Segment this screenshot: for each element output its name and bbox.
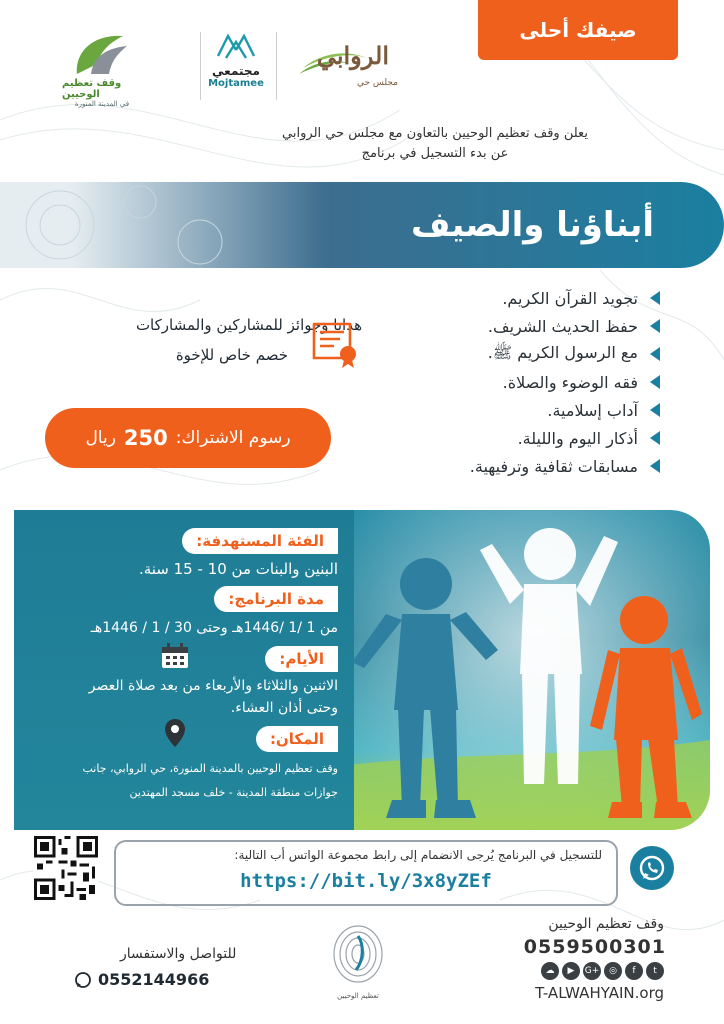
- logo-mojtamee: [204, 26, 268, 89]
- org-phone[interactable]: 0559500301: [523, 936, 666, 958]
- triangle-bullet-icon: [650, 291, 660, 305]
- list-item: [300, 452, 660, 480]
- instagram-icon[interactable]: ◎: [604, 962, 622, 980]
- location-pin-icon: [164, 718, 186, 748]
- intro-line-2: عن بدء التسجيل في برنامج: [361, 146, 509, 161]
- target-value: البنين والبنات من 10 - 15 سنة.: [138, 560, 338, 578]
- title-banner: [0, 182, 724, 268]
- rawabi-logo-icon: [293, 34, 393, 82]
- registration-box: [114, 840, 618, 906]
- certificate-icon: [306, 318, 362, 370]
- target-label: الفئة المستهدفة:: [182, 528, 338, 554]
- place-label: المكان:: [256, 726, 338, 752]
- days-label: الأيام:: [265, 646, 338, 672]
- qr-code-icon[interactable]: [34, 836, 98, 900]
- whatsapp-small-icon: [74, 971, 92, 989]
- fee-currency: ريال: [85, 428, 116, 448]
- fee-label: رسوم الاشتراك:: [175, 428, 291, 448]
- contact-phone: 0552144966: [98, 970, 210, 989]
- activity-label: فقه الوضوء والصلاة.: [502, 372, 638, 392]
- org-website[interactable]: T-ALWAHYAIN.org: [535, 984, 664, 1002]
- activity-label: مسابقات ثقافية وترفيهية.: [469, 456, 638, 476]
- activity-label: تجويد القرآن الكريم.: [502, 288, 638, 308]
- youtube-icon[interactable]: ▶: [562, 962, 580, 980]
- triangle-bullet-icon: [650, 347, 660, 361]
- logo-wahyain: [62, 30, 142, 108]
- target-row: [182, 528, 338, 554]
- whatsapp-icon[interactable]: [630, 846, 674, 890]
- list-item: [300, 424, 660, 452]
- facebook-icon[interactable]: f: [625, 962, 643, 980]
- days-value-1: الاثنين والثلاثاء والأربعاء من بعد صلاة العصر: [88, 678, 338, 694]
- ta-zeem-logo-caption: تعظيم الوحيين: [337, 992, 379, 1000]
- fee-pill: [45, 408, 331, 468]
- logo-divider-2: [276, 32, 277, 100]
- wahyain-logo-icon: [71, 30, 133, 78]
- duration-row: [214, 586, 338, 612]
- registration-link[interactable]: https://bit.ly/3x8yZEf: [240, 870, 492, 892]
- fee-amount: 250: [123, 426, 168, 450]
- registration-text: للتسجيل في البرنامج يُرجى الانضمام إلى رابط مجموعة الواتس أب التالية:: [234, 848, 602, 862]
- intro-text: [200, 124, 670, 164]
- boy-silhouette-orange: [582, 590, 710, 830]
- calendar-icon: [160, 642, 190, 670]
- activity-label: أذكار اليوم والليلة.: [517, 428, 638, 448]
- days-value-2: وحتى أذان العشاء.: [230, 700, 338, 716]
- banner-pattern: [0, 182, 300, 268]
- place-value-1: وقف تعظيم الوحيين بالمدينة المنورة، حي الروابي، جانب: [82, 762, 338, 775]
- list-item: [300, 368, 660, 396]
- duration-label: مدة البرنامج:: [214, 586, 338, 612]
- wahyain-logo-sub: في المدينة المنورة: [74, 100, 130, 108]
- triangle-bullet-icon: [650, 431, 660, 445]
- gifts-line-2: خصم خاص للإخوة: [175, 346, 288, 364]
- triangle-bullet-icon: [650, 459, 660, 473]
- logo-rawabi: [288, 34, 398, 88]
- info-panel: [14, 510, 710, 830]
- list-item: [300, 396, 660, 424]
- activity-label: حفظ الحديث الشريف.: [487, 316, 638, 336]
- rawabi-logo-name: الروابي: [316, 41, 389, 70]
- gifts-line-1: هدايا وجوائز للمشاركين والمشاركات: [135, 316, 362, 334]
- contact-phone-row[interactable]: [74, 970, 209, 989]
- google-plus-icon[interactable]: G+: [583, 962, 601, 980]
- place-row: [256, 726, 338, 752]
- logo-divider-1: [200, 32, 201, 100]
- twitter-icon[interactable]: t: [646, 962, 664, 980]
- list-item: [300, 284, 660, 312]
- triangle-bullet-icon: [650, 319, 660, 333]
- days-row: [265, 646, 338, 672]
- mojtamee-name-ar: مجتمعي: [212, 64, 260, 78]
- page-title: أبناؤنا والصيف: [411, 205, 654, 245]
- summer-tag: صيفك أحلى: [478, 0, 678, 60]
- wahyain-logo-name: وقف تعظيم الوحيين: [62, 78, 122, 100]
- rawabi-logo-sub: مجلس حي: [356, 78, 398, 88]
- ta-zeem-logo-icon: [328, 918, 388, 1004]
- activity-label: آداب إسلامية.: [547, 400, 638, 420]
- triangle-bullet-icon: [650, 403, 660, 417]
- activity-label: مع الرسول الكريم ﷺ.: [487, 342, 638, 362]
- place-value-2: جوازات منطقة المدينة - خلف مسجد المهتدين: [129, 786, 338, 799]
- social-links: [541, 962, 664, 980]
- contact-label: للتواصل والاستفسار: [120, 946, 237, 962]
- org-name: وقف تعظيم الوحيين: [548, 916, 664, 932]
- intro-line-1: يعلن وقف تعظيم الوحيين بالتعاون مع مجلس حي الروابي: [282, 126, 588, 141]
- soundcloud-icon[interactable]: ☁: [541, 962, 559, 980]
- triangle-bullet-icon: [650, 375, 660, 389]
- duration-value: من 1 /1 /1446هـ وحتى 30 / 1 / 1446هـ: [90, 620, 338, 636]
- mojtamee-logo-icon: [214, 26, 258, 64]
- mojtamee-name-en: Mojtamee: [208, 78, 264, 89]
